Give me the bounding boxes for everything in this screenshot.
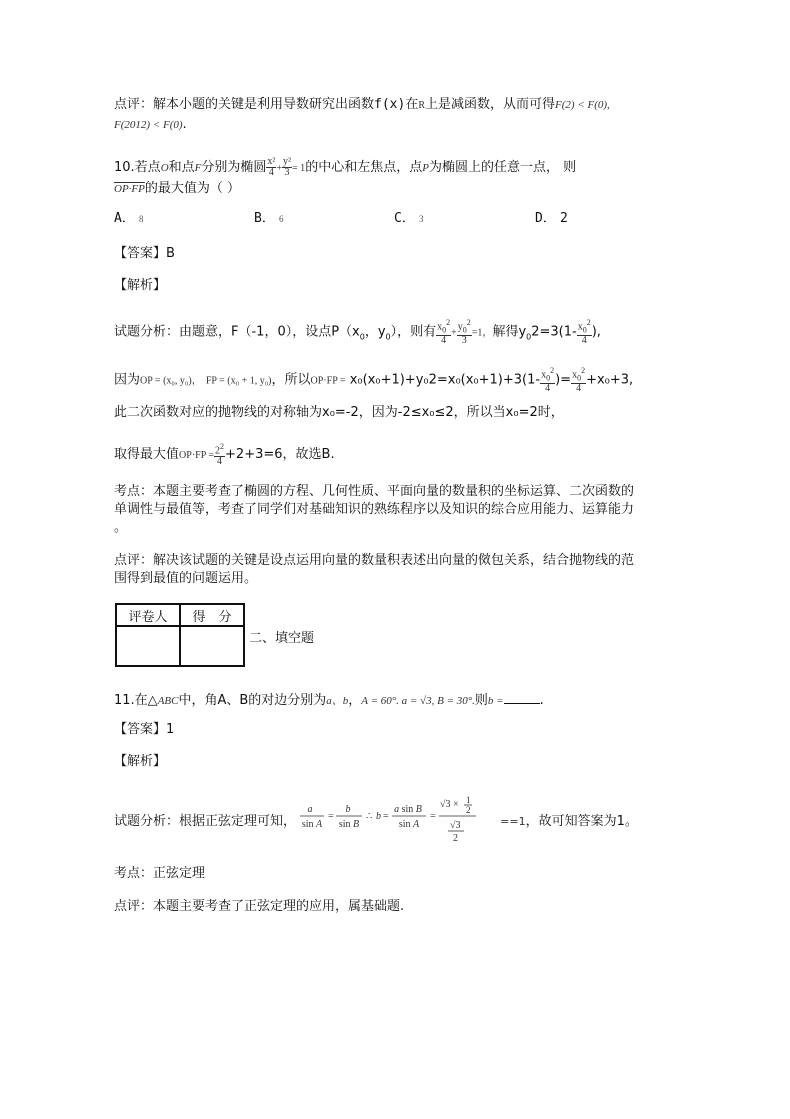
score-header-score: 得 分 xyxy=(180,604,244,626)
svg-text:∴: ∴ xyxy=(366,811,373,822)
sine-law-formula xyxy=(300,796,500,848)
q10-comment-line1: 点评：解决该试题的关键是设点运用向量的数量积表述出向量的傚包关系，结合抛物线的范 xyxy=(114,553,635,568)
svg-text:=: = xyxy=(430,811,436,822)
score-cell-score xyxy=(180,626,244,666)
q11-stem: 11.在△ABC中，角A、B的对边分别为a、b，A = 60°. a = √3, B = 30°.则b = . xyxy=(114,693,544,708)
svg-text:√3: √3 xyxy=(450,820,461,831)
q10-kaodian-line1: 考点：本题主要考查了椭圆的方程、几何性质、平面向量的数量积的坐标运算、二次函数的 xyxy=(114,484,635,499)
q9-comment-line1: 点评：解本小题的关键是利用导数研究出函数f(x)在R上是减函数，从而可得F(2) < F(0), xyxy=(114,97,610,112)
q11-solution: 试题分析：根据正弦定理可知， a sin A = b sin B ∴ b = a sin B sin A = √3 × 1 2 √3 2 ==1，故可知答案为1。 xyxy=(114,796,638,846)
section-title: 二、填空题 xyxy=(249,631,315,646)
q11-analysis-label: 【解析】 xyxy=(114,754,167,769)
svg-text:2: 2 xyxy=(453,833,459,844)
svg-text:a: a xyxy=(307,804,313,815)
q9-comment-line2: F(2012) < F(0). xyxy=(114,117,187,132)
q10-option-c: C． 3 xyxy=(394,211,424,226)
q11-answer: 【答案】1 xyxy=(114,722,175,737)
svg-text:a sin B: a sin B xyxy=(394,804,423,815)
ellipse-frac-x: $\frac{\text{x²}}{4}$ xyxy=(267,156,276,178)
score-header-grader: 评卷人 xyxy=(116,604,180,626)
q10-analysis-line1: 试题分析：由题意，F（-1，0），设点$P(x_0$，$y_0$），则有 $\frac{x_0^2}{4}$ + $\frac{y_0^2}{3}$ =1，解得$y_02=3(1-$ $\frac{x_0^2}{4}$ ), xyxy=(114,318,601,347)
answer-blank xyxy=(504,691,540,704)
svg-text:=: = xyxy=(383,811,389,822)
svg-text:sin B: sin B xyxy=(339,819,360,830)
q10-analysis-line3: 此二次函数对应的抛物线的对称轴为x₀=-2，因为-2≤x₀≤2，所以当x₀=2时， xyxy=(114,405,564,420)
score-table xyxy=(115,603,245,667)
q11-comment: 点评：本题主要考查了正弦定理的应用，属基础题. xyxy=(114,899,405,914)
q10-stem-line2: OP·FP的最大值为（ ） xyxy=(114,181,240,196)
q10-kaodian-line3: 。 xyxy=(114,520,128,535)
ellipse-frac-y: $\frac{\text{y²}}{3}$ xyxy=(283,156,292,178)
svg-text:2: 2 xyxy=(466,805,471,815)
svg-text:sin A: sin A xyxy=(302,819,323,830)
svg-text:b: b xyxy=(345,804,351,815)
svg-text:√3 ×: √3 × xyxy=(440,799,459,810)
score-cell-grader xyxy=(116,626,180,666)
svg-text:=: = xyxy=(328,811,334,822)
svg-text:b: b xyxy=(376,811,382,822)
q10-analysis-line2: 因为OP = (x₀, y₀)， FP = (x₀ + 1, y₀)，所以OP·FP = x₀(x₀+1)+y₀2=x₀(x₀+1)+3(1- $\frac{x_0^2}{4}$ )= $\frac{x_0^2}{4}$ +x₀+3, xyxy=(114,366,634,395)
q11-kaodian: 考点：正弦定理 xyxy=(114,866,206,881)
svg-text:1: 1 xyxy=(466,796,471,805)
q10-kaodian-line2: 单调性与最值等，考查了同学们对基础知识的熟练程序以及知识的综合应用能力、运算能力 xyxy=(114,502,635,517)
svg-text:sin A: sin A xyxy=(399,819,420,830)
q10-stem-line1: 10.若点O和点F分别为椭圆 $\frac{\text{x²}}{4}$ + $\frac{\text{y²}}{3}$ = 1的中心和左焦点，点P为椭圆上的任意一点， 则 xyxy=(114,156,577,178)
q10-analysis-label: 【解析】 xyxy=(114,278,167,293)
q10-option-a: A． 8 xyxy=(114,211,144,226)
q10-analysis-line4: 取得最大值OP·FP = $\frac{2^2}{4}$ +2+3=6，故选B. xyxy=(114,442,335,468)
q10-option-d: D． 2 xyxy=(535,211,568,226)
q10-answer: 【答案】B xyxy=(114,246,175,261)
q10-option-b: B． 6 xyxy=(254,211,284,226)
q10-comment-line2: 围得到最值的问题运用。 xyxy=(114,571,258,586)
